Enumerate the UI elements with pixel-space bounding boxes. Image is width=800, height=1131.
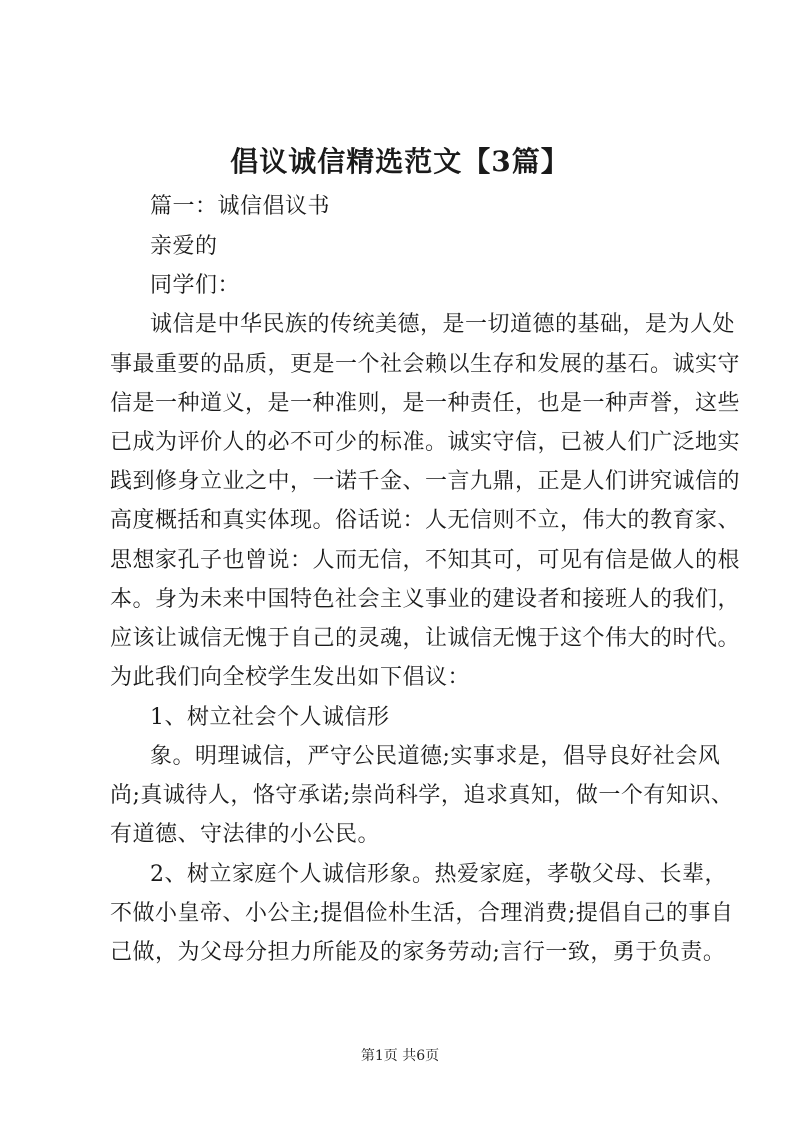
- page-number: 第1页 共6页: [360, 1048, 440, 1064]
- paragraph-line: 己做，为父母分担力所能及的家务劳动;言行一致，勇于负责。: [110, 940, 726, 965]
- paragraph-line: 象。明理诚信，严守公民道德;实事求是，倡导良好社会风: [150, 744, 721, 769]
- paragraph-line: 思想家孔子也曾说：人而无信，不知其可，可见有信是做人的根: [110, 548, 741, 573]
- salutation-line: 亲爱的: [150, 234, 218, 259]
- paragraph-line: 有道德、守法律的小公民。: [110, 822, 381, 847]
- paragraph-line: 践到修身立业之中，一诺千金、一言九鼎，正是人们讲究诚信的: [110, 469, 741, 494]
- list-item: 2、树立家庭个人诚信形象。热爱家庭，孝敬父母、长辈，: [150, 862, 727, 887]
- paragraph-line: 本。身为未来中国特色社会主义事业的建设者和接班人的我们，: [110, 587, 741, 612]
- list-item: 1、树立社会个人诚信形: [150, 705, 390, 730]
- paragraph-line: 应该让诚信无愧于自己的灵魂，让诚信无愧于这个伟大的时代。: [110, 626, 741, 651]
- paragraph-line: 诚信是中华民族的传统美德，是一切道德的基础，是为人处: [150, 312, 736, 337]
- paragraph-line: 不做小皇帝、小公主;提倡俭朴生活，合理消费;提倡自己的事自: [110, 901, 734, 926]
- paragraph-line: 信是一种道义，是一种准则，是一种责任，也是一种声誉，这些: [110, 391, 741, 416]
- paragraph-line: 高度概括和真实体现。俗话说：人无信则不立，伟大的教育家、: [110, 508, 741, 533]
- document-title: 倡议诚信精选范文【3篇】: [230, 145, 570, 178]
- salutation-line: 同学们：: [150, 273, 241, 298]
- paragraph-line: 事最重要的品质，更是一个社会赖以生存和发展的基石。诚实守: [110, 352, 741, 377]
- paragraph-line: 为此我们向全校学生发出如下倡议：: [110, 665, 471, 690]
- paragraph-line: 尚;真诚待人，恪守承诺;崇尚科学，追求真知，做一个有知识、: [110, 783, 734, 808]
- section-heading: 篇一：诚信倡议书: [150, 194, 331, 219]
- paragraph-line: 已成为评价人的必不可少的标准。诚实守信，已被人们广泛地实: [110, 430, 741, 455]
